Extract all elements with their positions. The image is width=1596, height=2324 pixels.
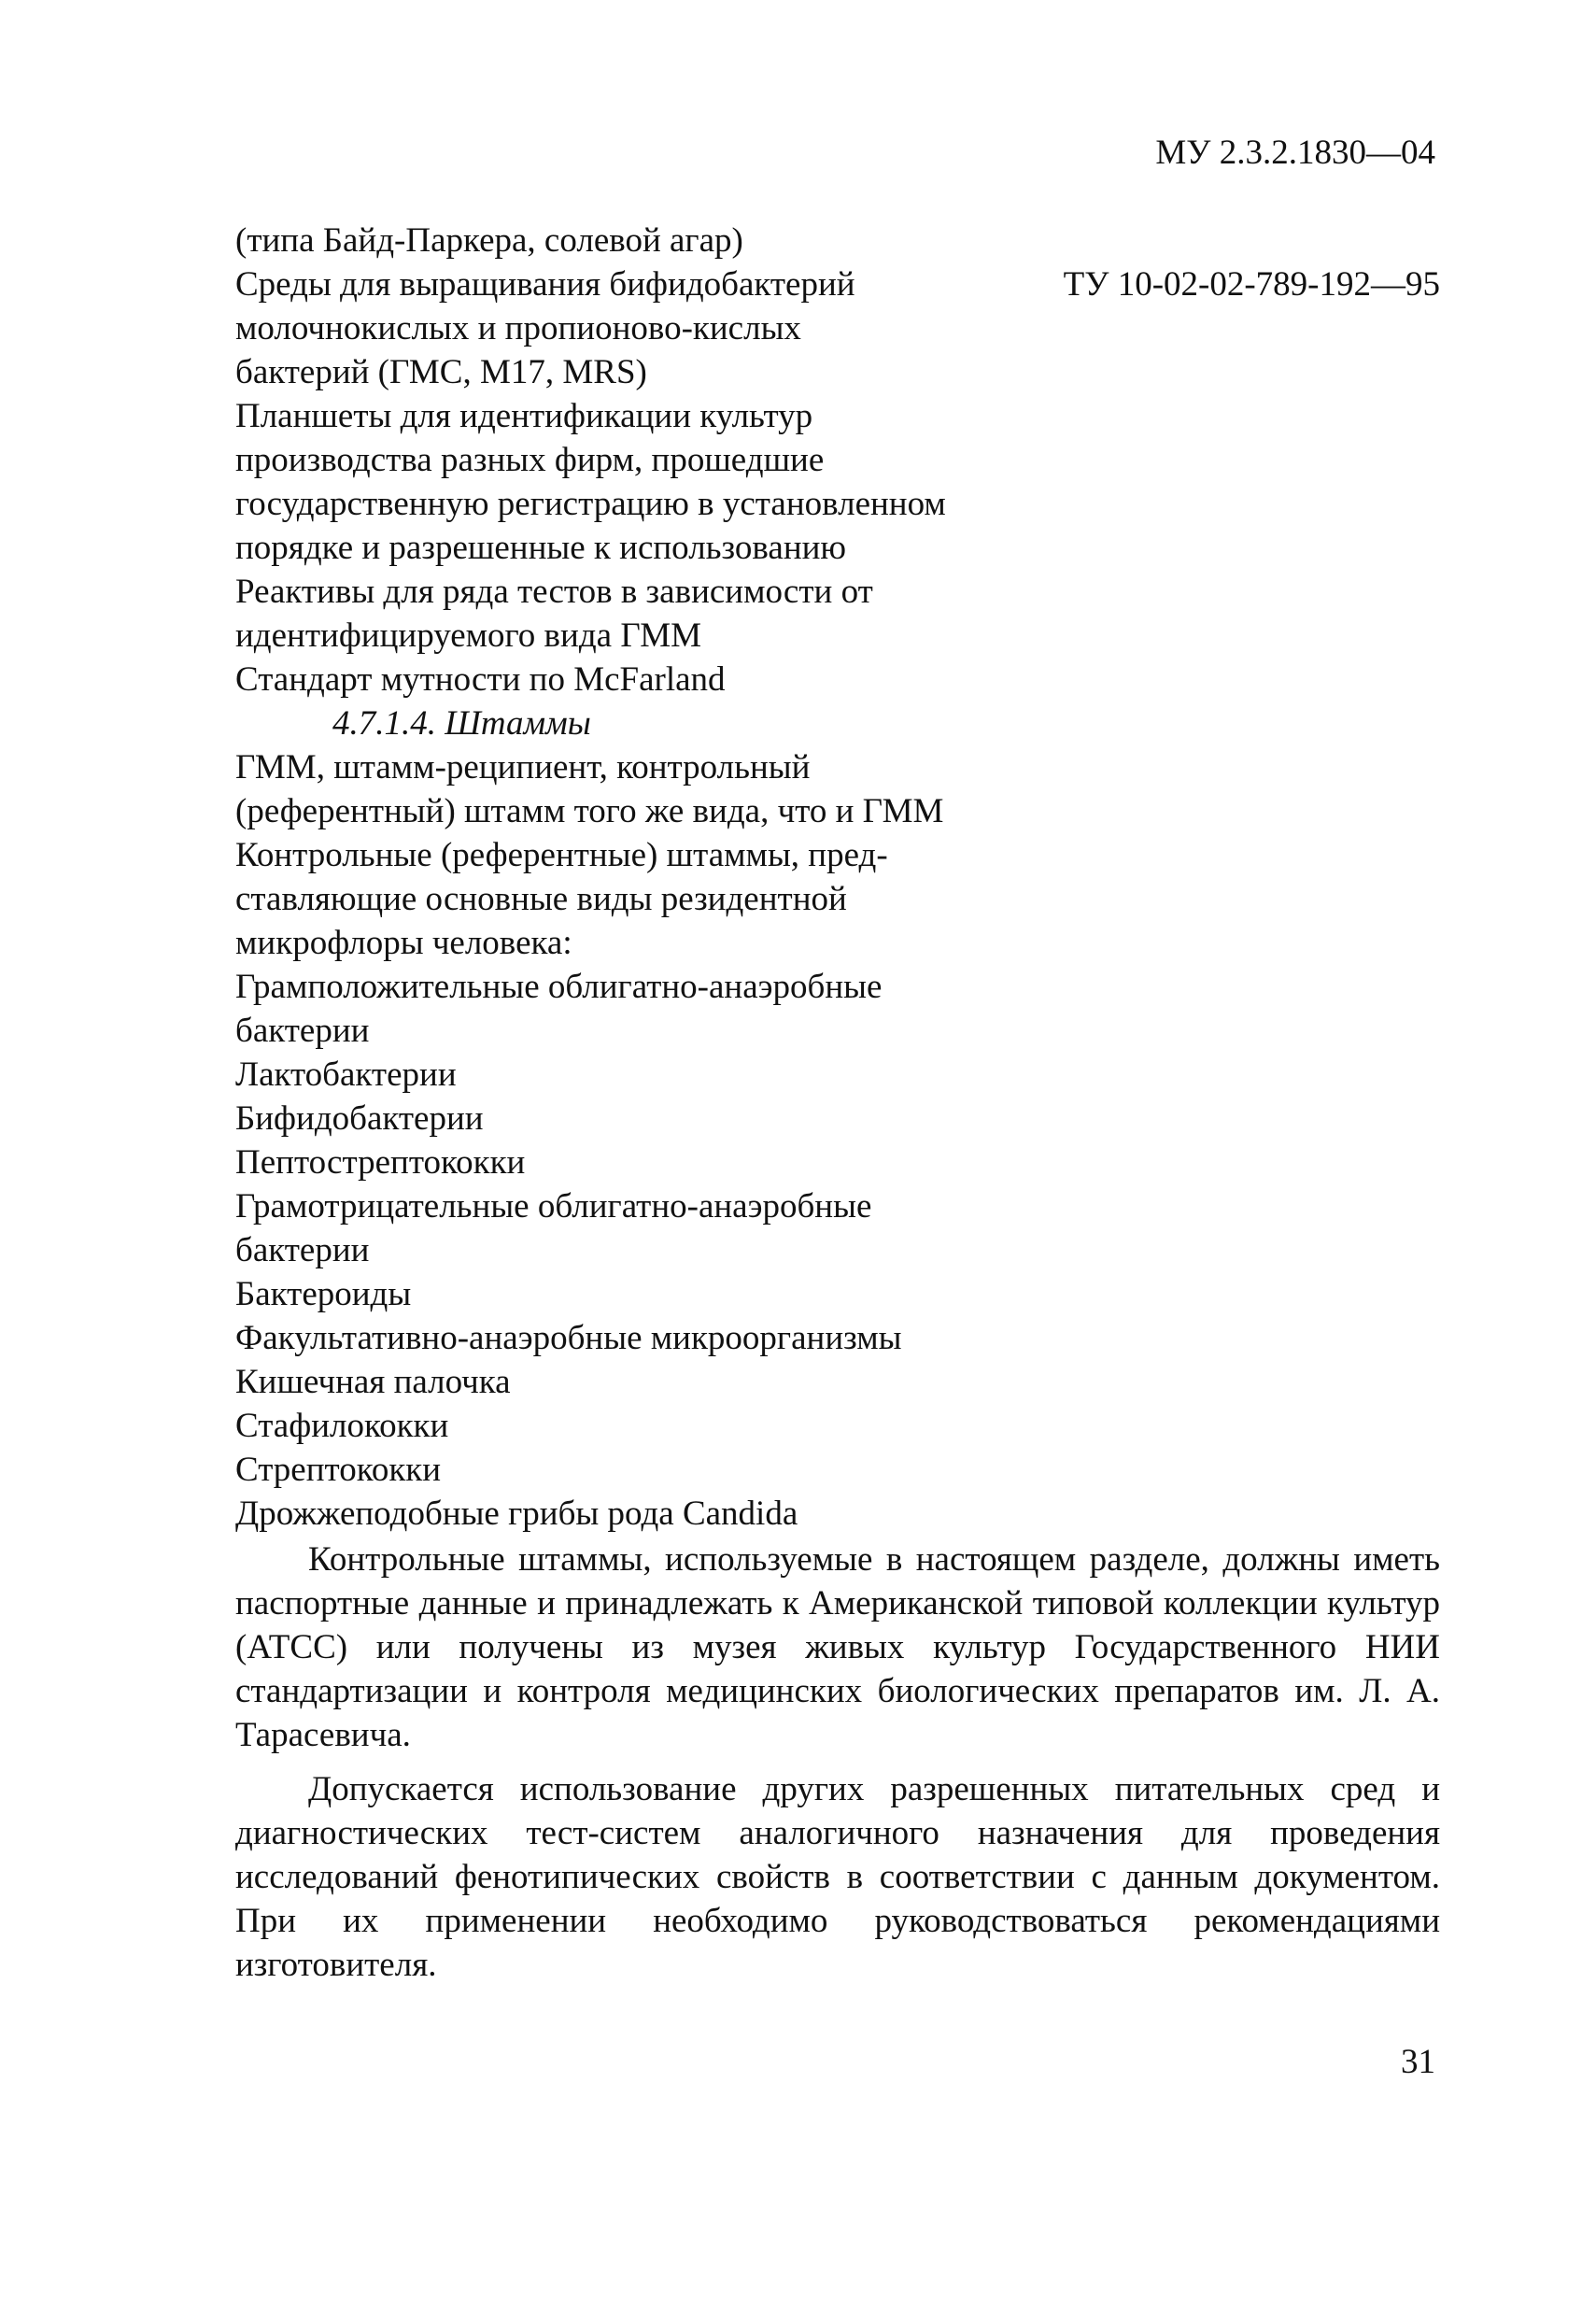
text-line: производства разных фирм, прошедшие [235, 441, 825, 479]
strain-line: Бактероиды [235, 1275, 412, 1313]
strain-line: Дрожжеподобные грибы рода Candida [235, 1495, 798, 1533]
text-line: порядке и разрешенные к использованию [235, 529, 847, 567]
strain-line: микрофлоры человека: [235, 924, 572, 962]
strain-line: ГММ, штамм-реципиент, контрольный [235, 748, 811, 786]
strain-line: (референтный) штамм того же вида, что и ГММ [235, 792, 944, 830]
text-line-with-reference [235, 262, 1440, 306]
strain-line: Бифидобактерии [235, 1099, 484, 1138]
strain-line: Грамположительные облигатно-анаэробные [235, 968, 883, 1006]
text-line: бактерий (ГМС, М17, MRS) [235, 353, 647, 391]
text-line: молочнокислых и пропионово-кислых [235, 309, 801, 347]
strain-line: Грамотрицательные облигатно-анаэробные [235, 1187, 872, 1226]
strain-line: Стафилококки [235, 1407, 449, 1445]
strain-line: Контрольные (референтные) штаммы, пред- [235, 836, 888, 874]
tu-reference: ТУ 10-02-02-789-192—95 [1063, 265, 1440, 304]
text-line: Реактивы для ряда тестов в зависимости от [235, 573, 873, 611]
text-line: Планшеты для идентификации культур [235, 397, 813, 435]
text-line: идентифицируемого вида ГММ [235, 616, 702, 655]
text-line: Среды для выращивания бифидобактерий [235, 265, 855, 304]
section-heading: 4.7.1.4. Штаммы [332, 704, 591, 743]
paragraph-control-strains: Контрольные штаммы, используемые в настоящем разделе, должны иметь паспортные данные и принадлежать к Американской типовой коллекции культур (АТСС) или получены из музея живых культур Государственного НИИ стандартизации и контроля медицинских биологических препаратов им. Л. А. Тарасевича. [235, 1540, 1440, 1754]
strain-line: ставляющие основные виды резидентной [235, 880, 847, 918]
page-number: 31 [1401, 2043, 1435, 2081]
strain-line: Стрептококки [235, 1451, 442, 1489]
strain-line: бактерии [235, 1012, 370, 1050]
document-code: МУ 2.3.2.1830—04 [1155, 134, 1435, 172]
strain-line: Лактобактерии [235, 1056, 457, 1094]
page-body [235, 219, 1440, 1987]
text-line: государственную регистрацию в установленном [235, 485, 946, 523]
strain-line: бактерии [235, 1231, 370, 1269]
text-line: (типа Байд-Паркера, солевой агар) [235, 221, 743, 260]
strain-line: Пептострептококки [235, 1143, 526, 1182]
paragraph-alternatives: Допускается использование других разрешенных питательных сред и диагностических тест-систем аналогичного назначения для проведения исследований фенотипических свойств в соответствии с данным документом. При их применении необходимо руководствоваться рекомендациями изготовителя. [235, 1770, 1440, 1984]
text-line: Стандарт мутности по McFarland [235, 660, 726, 699]
strain-line: Кишечная палочка [235, 1363, 511, 1401]
strain-line: Факультативно-анаэробные микроорганизмы [235, 1319, 902, 1357]
